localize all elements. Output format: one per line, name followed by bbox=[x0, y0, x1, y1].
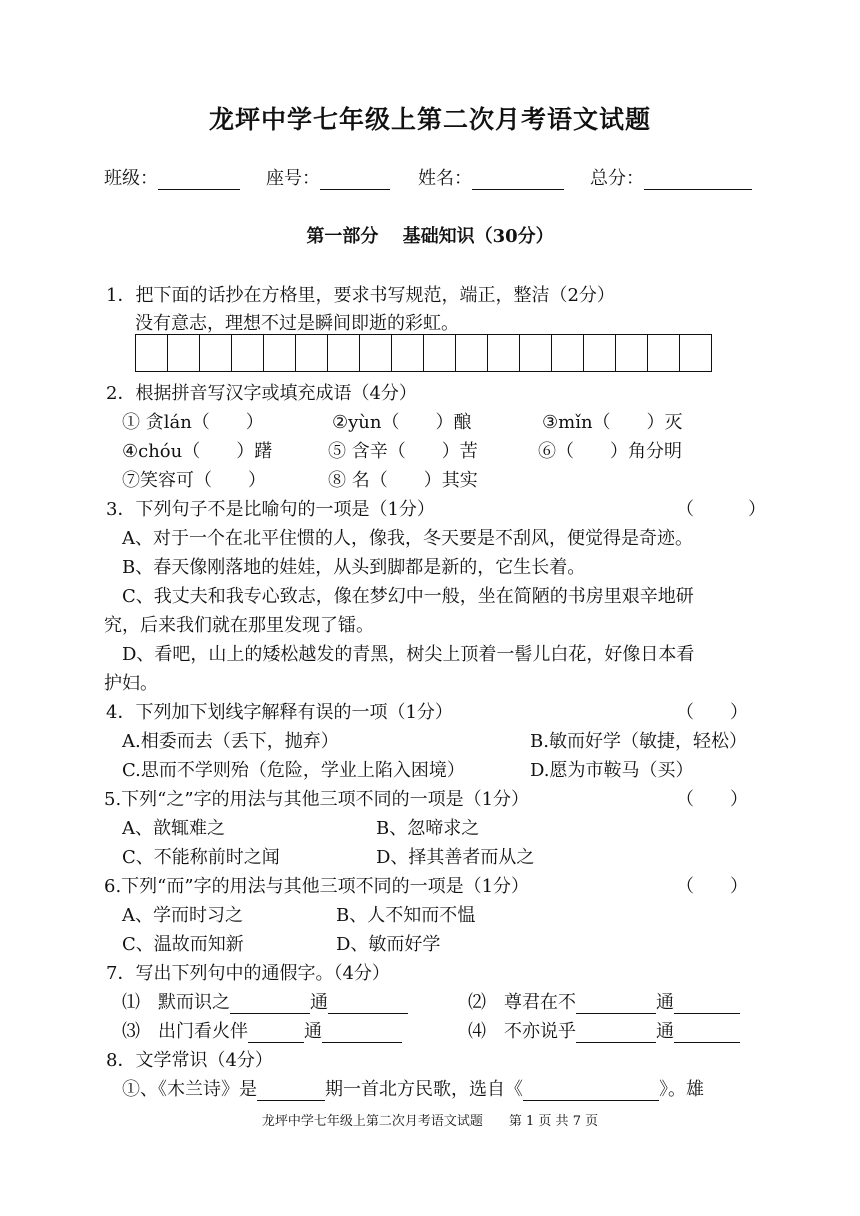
grid-cell[interactable] bbox=[488, 334, 520, 372]
seat-label: 座号： bbox=[266, 168, 320, 189]
answer-blank[interactable] bbox=[576, 1024, 656, 1043]
q3-option-d: D、看吧，山上的矮松越发的青黑，树尖上顶着一髻儿白花，好像日本看 bbox=[122, 644, 695, 665]
q7-stem: 7．写出下列句中的通假字。（4分） bbox=[106, 963, 390, 984]
q5-option-b: B、忽啼求之 bbox=[376, 818, 480, 839]
q8-text: ①、《木兰诗》是 bbox=[122, 1079, 257, 1100]
answer-blank[interactable] bbox=[674, 995, 740, 1014]
grid-cell[interactable] bbox=[328, 334, 360, 372]
q3-answer-paren[interactable]: （ ） bbox=[676, 499, 766, 520]
q3-option-d-cont: 护妇。 bbox=[104, 673, 158, 694]
answer-blank[interactable] bbox=[674, 1024, 740, 1043]
class-label: 班级： bbox=[104, 168, 158, 189]
q7-item-text: ⑴ 默而识之 bbox=[122, 992, 230, 1013]
q6-option-a: A、学而时习之 bbox=[122, 905, 243, 926]
seat-field[interactable] bbox=[266, 164, 390, 190]
q7-item-text: ⑵ 尊君在不 bbox=[468, 992, 576, 1013]
q7-item-4 bbox=[468, 1017, 740, 1043]
q3-option-b: B、春天像刚落地的娃娃，从头到脚都是新的，它生长着。 bbox=[122, 557, 586, 578]
q7-item-3 bbox=[122, 1017, 402, 1043]
grid-cell[interactable] bbox=[296, 334, 328, 372]
name-blank[interactable] bbox=[472, 169, 564, 190]
grid-cell[interactable] bbox=[648, 334, 680, 372]
q2-item: ⑧ 名（ ）其实 bbox=[328, 470, 478, 491]
q7-item-2 bbox=[468, 988, 740, 1014]
q2-stem: 2．根据拼音写汉字或填充成语（4分） bbox=[106, 383, 417, 404]
tong-label: 通 bbox=[656, 1021, 674, 1042]
q2-item: ① 贪lán（ ） bbox=[122, 412, 264, 433]
grid-cell[interactable] bbox=[680, 334, 712, 372]
q5-option-a: A、歆辄难之 bbox=[122, 818, 225, 839]
q4-answer-paren[interactable]: （ ） bbox=[676, 702, 748, 723]
score-blank[interactable] bbox=[644, 169, 752, 190]
q2-item: ③mǐn（ ）灭 bbox=[542, 412, 683, 433]
q1-sentence: 没有意志，理想不过是瞬间即逝的彩虹。 bbox=[135, 313, 459, 334]
answer-blank[interactable] bbox=[523, 1082, 659, 1101]
q6-answer-paren[interactable]: （ ） bbox=[676, 876, 748, 897]
q4-option-b: B.敏而好学（敏捷，轻松） bbox=[530, 731, 747, 752]
tong-label: 通 bbox=[656, 992, 674, 1013]
q2-item: ②yùn（ ）酿 bbox=[332, 412, 472, 433]
q6-option-c: C、温故而知新 bbox=[122, 934, 244, 955]
q6-option-d: D、敏而好学 bbox=[336, 934, 441, 955]
grid-cell[interactable] bbox=[168, 334, 200, 372]
q4-option-c: C.思而不学则殆（危险，学业上陷入困境） bbox=[122, 760, 465, 781]
q4-option-a: A.相委而去（丢下，抛弃） bbox=[122, 731, 339, 752]
answer-blank[interactable] bbox=[328, 995, 408, 1014]
answer-blank[interactable] bbox=[322, 1024, 402, 1043]
section-heading: 第一部分 基础知识（30分） bbox=[306, 226, 554, 247]
score-label: 总分： bbox=[590, 168, 644, 189]
q1-stem: 1．把下面的话抄在方格里，要求书写规范，端正，整洁（2分） bbox=[106, 285, 615, 306]
tong-label: 通 bbox=[304, 1021, 322, 1042]
q8-line-1 bbox=[122, 1075, 704, 1101]
q3-option-a: A、对于一个在北平住惯的人，像我，冬天要是不刮风，便觉得是奇迹。 bbox=[122, 528, 693, 549]
answer-blank[interactable] bbox=[248, 1024, 304, 1043]
q2-item: ⑥（ ）角分明 bbox=[538, 441, 682, 462]
q4-option-d: D.愿为市鞍马（买） bbox=[530, 760, 694, 781]
grid-cell[interactable] bbox=[264, 334, 296, 372]
grid-cell[interactable] bbox=[232, 334, 264, 372]
grid-cell[interactable] bbox=[584, 334, 616, 372]
page-title: 龙坪中学七年级上第二次月考语文试题 bbox=[208, 105, 651, 134]
q3-option-c-cont: 究，后来我们就在那里发现了镭。 bbox=[104, 615, 374, 636]
q7-item-text: ⑶ 出门看火伴 bbox=[122, 1021, 248, 1042]
grid-cell[interactable] bbox=[456, 334, 488, 372]
grid-cell[interactable] bbox=[392, 334, 424, 372]
q8-text: 期一首北方民歌，选自《 bbox=[325, 1079, 523, 1100]
q5-option-c: C、不能称前时之闻 bbox=[122, 847, 280, 868]
q7-item-text: ⑷ 不亦说乎 bbox=[468, 1021, 576, 1042]
q6-stem: 6.下列“而”字的用法与其他三项不同的一项是（1分） bbox=[104, 876, 530, 897]
tong-label: 通 bbox=[310, 992, 328, 1013]
q4-stem: 4．下列加下划线字解释有误的一项（1分） bbox=[106, 702, 453, 723]
name-label: 姓名： bbox=[418, 168, 472, 189]
grid-cell[interactable] bbox=[520, 334, 552, 372]
q2-item: ⑤ 含辛（ ）苦 bbox=[328, 441, 478, 462]
q2-item: ④chóu（ ）躇 bbox=[122, 441, 273, 462]
seat-blank[interactable] bbox=[320, 169, 390, 190]
answer-blank[interactable] bbox=[257, 1082, 325, 1101]
q6-option-b: B、人不知而不愠 bbox=[336, 905, 476, 926]
copy-grid[interactable] bbox=[135, 334, 712, 372]
score-field[interactable] bbox=[590, 164, 752, 190]
grid-cell[interactable] bbox=[136, 334, 168, 372]
class-blank[interactable] bbox=[158, 169, 240, 190]
class-field[interactable] bbox=[104, 164, 240, 190]
q5-option-d: D、择其善者而从之 bbox=[376, 847, 535, 868]
q3-option-c: C、我丈夫和我专心致志，像在梦幻中一般，坐在简陋的书房里艰辛地研 bbox=[122, 586, 694, 607]
answer-blank[interactable] bbox=[230, 995, 310, 1014]
grid-cell[interactable] bbox=[424, 334, 456, 372]
page-footer: 龙坪中学七年级上第二次月考语文试题 第 1 页 共 7 页 bbox=[261, 1114, 599, 1129]
q2-item: ⑦笑容可（ ） bbox=[122, 470, 266, 491]
grid-cell[interactable] bbox=[616, 334, 648, 372]
grid-cell[interactable] bbox=[552, 334, 584, 372]
q8-text: 》。雄 bbox=[659, 1079, 704, 1100]
q5-answer-paren[interactable]: （ ） bbox=[676, 789, 748, 810]
q3-stem: 3．下列句子不是比喻句的一项是（1分） bbox=[106, 499, 435, 520]
q7-item-1 bbox=[122, 988, 408, 1014]
answer-blank[interactable] bbox=[576, 995, 656, 1014]
grid-cell[interactable] bbox=[200, 334, 232, 372]
name-field[interactable] bbox=[418, 164, 564, 190]
q5-stem: 5.下列“之”字的用法与其他三项不同的一项是（1分） bbox=[104, 789, 530, 810]
grid-cell[interactable] bbox=[360, 334, 392, 372]
q8-stem: 8．文学常识（4分） bbox=[106, 1050, 273, 1071]
